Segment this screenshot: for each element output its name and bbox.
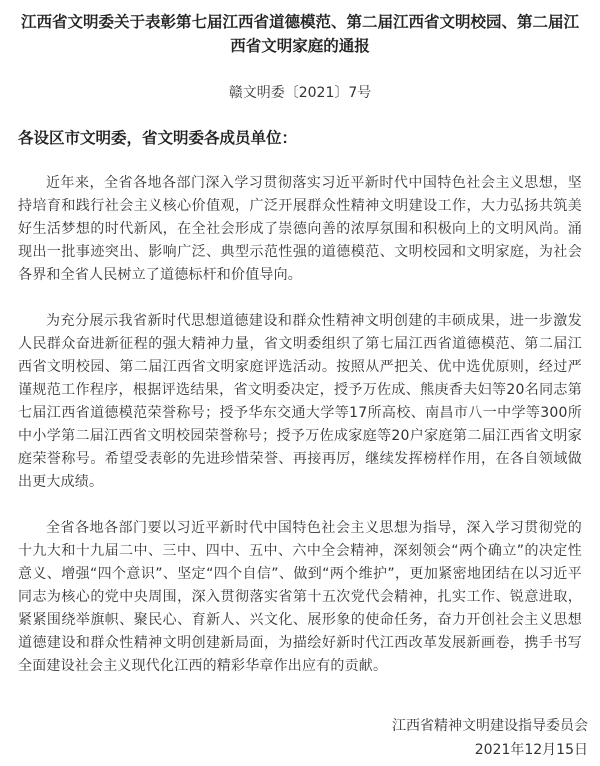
paragraph-3: 全省各地各部门要以习近平新时代中国特色社会主义思想为指导，深入学习贯彻党的十九大和十九届二中、三中、四中、五中、六中全会精神，深刻领会“两个确立”的决定性意义、增强“四个意识”、坚定“四个自信”、做到“两个维护”，更加紧密地团结在以习近平同志为核心的党中央周围，深入贯彻落实省第十五次党代会精神，扎实工作、锐意进取，紧紧围绕举旗帜、聚民心、育新人、兴文化、展形象的使命任务，奋力开创社会主义思想道德建设和群众性精神文明创建新局面，为描绘好新时代江西改革发展新画卷，携手书写全面建设社会主义现代化江西的精彩华章作出应有的贡献。 xyxy=(18,520,582,674)
signature-date: 2021年12月15日 xyxy=(474,742,588,758)
paragraph-2: 为充分展示我省新时代思想道德建设和群众性精神文明创建的丰硕成果，进一步激发人民群众奋进新征程的强大精神力量，省文明委组织了第七届江西省道德模范、第二届江西省文明校园、第二届江西省文明家庭评选活动。按照从严把关、优中选优原则，经过严谨规范工作程序，根据评选结果，省文明委决定，授予万佐成、熊庚香夫妇等20名同志第七届江西省道德模范荣誉称号；授予华东交通大学等17所高校、南昌市八一中学等300所中小学第二届江西省文明校园荣誉称号；授予万佐成家庭等20户家庭第二届江西省文明家庭荣誉称号。希望受表彰的先进珍惜荣誉、再接再厉，继续发挥榜样作用，在各自领域做出更大成绩。 xyxy=(18,313,582,490)
recipient-line: 各设区市文明委，省文明委各成员单位： xyxy=(18,129,298,147)
document-title: 江西省文明委关于表彰第七届江西省道德模范、第二届江西省文明校园、第二届江西省文明家庭的通报 xyxy=(20,13,579,55)
document-number: 赣文明委〔2021〕7号 xyxy=(228,85,372,101)
signature-organization: 江西省精神文明建设指导委员会 xyxy=(392,718,588,734)
signature-block xyxy=(392,714,588,762)
paragraph-1: 近年来，全省各地各部门深入学习贯彻落实习近平新时代中国特色社会主义思想，坚持培育和践行社会主义核心价值观，广泛开展群众性精神文明建设工作，大力弘扬共筑美好生活梦想的时代新风，在全社会形成了崇德向善的浓厚氛围和积极向上的文明风尚。涌现出一批事迹突出、影响广泛、典型示范性强的道德模范、文明校园和文明家庭，为社会各界和全省人民树立了道德标杆和价值导向。 xyxy=(18,175,582,283)
